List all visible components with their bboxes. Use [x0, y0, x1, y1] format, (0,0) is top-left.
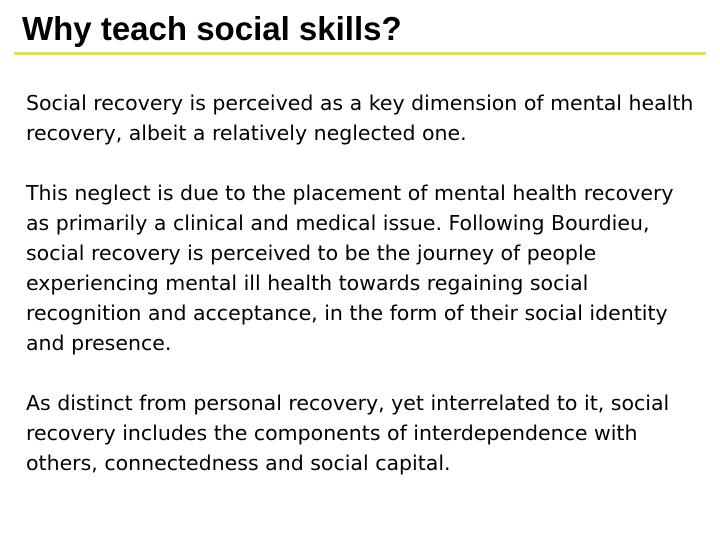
paragraph-1: Social recovery is perceived as a key dimension of mental health recovery, albeit a relatively neglected one. — [26, 91, 694, 145]
paragraph-3: As distinct from personal recovery, yet interrelated to it, social recovery includes the components of interdependence with others, connectedness and social capital. — [26, 391, 670, 475]
paragraph-2: This neglect is due to the placement of mental health recovery as primarily a clinical and medical issue. Following Bourdieu, social recovery is perceived to be the journey of people experiencing mental ill health towards regaining social recognition and acceptance, in the form of their social identity and presence. — [26, 181, 674, 355]
slide-body — [26, 88, 701, 478]
slide-title: Why teach social skills? — [22, 10, 402, 47]
title-underline — [14, 52, 706, 55]
